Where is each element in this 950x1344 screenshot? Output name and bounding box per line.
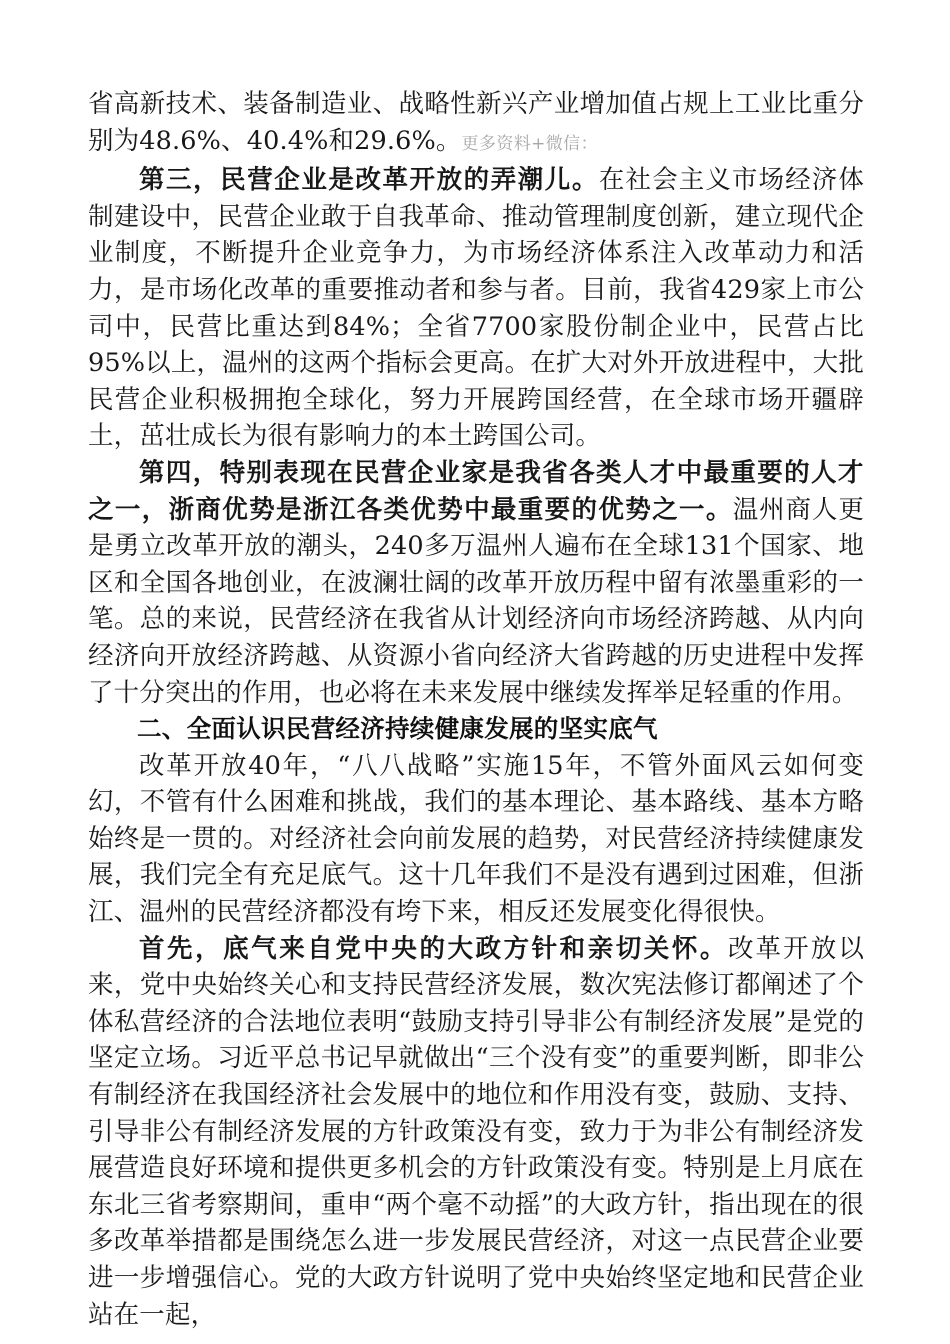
- paragraph-statistics: [88, 86, 864, 162]
- paragraph-first-confidence: [88, 931, 864, 1334]
- section-heading-two: 二、全面认识民营经济持续健康发展的坚实底气: [137, 714, 658, 744]
- paragraph-point-four-body: 温州商人更是勇立改革开放的潮头，240多万温州人遍布在全球131个国家、地区和全国各地创业，在波澜壮阔的改革开放历程中留有浓墨重彩的一笔。总的来说，民营经济在我省从计划经济向市场经济跨越、从内向经济向开放经济跨越、从资源小省向经济大省跨越的历史进程中发挥了十分突出的作用，也必将在未来发展中继续发挥举足轻重的作用。: [88, 494, 864, 708]
- inline-watermark-note: 更多资料+微信：: [461, 133, 598, 154]
- paragraph-reform-forty-years: 改革开放40年，“八八战略”实施15年，不管外面风云如何变幻，不管有什么困难和挑战，我们的基本理论、基本路线、基本方略始终是一贯的。对经济社会向前发展的趋势，对民营经济持续健康发展，我们完全有充足底气。这十几年我们不是没有遇到过困难，但浙江、温州的民营经济都没有垮下来，相反还发展变化得很快。: [88, 750, 864, 928]
- paragraph-point-four-lead: 第四，特别表现在民营企业家是我省各类人才中最重要的人才之一，浙商优势是浙江各类优势中最重要的优势之一。: [88, 457, 864, 525]
- paragraph-point-three-body: 在社会主义市场经济体制建设中，民营企业敢于自我革命、推动管理制度创新，建立现代企业制度，不断提升企业竞争力，为市场经济体系注入改革动力和活力，是市场化改革的重要推动者和参与者。目前，我省429家上市公司中，民营比重达到84%；全省7700家股份制企业中，民营占比95%以上，温州的这两个指标会更高。在扩大对外开放进程中，大批民营企业积极拥抱全球化，努力开展跨国经营，在全球市场开疆辟土，茁壮成长为很有影响力的本土跨国公司。: [88, 165, 864, 452]
- page-text-body: [88, 86, 864, 1333]
- paragraph-first-confidence-lead: 首先，底气来自党中央的大政方针和亲切关怀。: [139, 933, 728, 964]
- paragraph-statistics-text: 省高新技术、装备制造业、战略性新兴产业增加值占规上工业比重分别为48.6%、40.4%和29.6%。: [88, 89, 864, 156]
- paragraph-first-confidence-body: 改革开放以来，党中央始终关心和支持民营经济发展，数次宪法修订都阐述了个体私营经济的合法地位表明“鼓励支持引导非公有制经济发展”是党的坚定立场。习近平总书记早就做出“三个没有变”的重要判断，即非公有制经济在我国经济社会发展中的地位和作用没有变，鼓励、支持、引导非公有制经济发展的方针政策没有变，致力于为非公有制经济发展营造良好环境和提供更多机会的方针政策没有变。特别是上月底在东北三省考察期间，重申“两个毫不动摇”的大政方针，指出现在的很多改革举措都是围绕怎么进一步发展民营经济，对这一点民营企业要进一步增强信心。党的大政方针说明了党中央始终坚定地和民营企业站在一起，: [88, 933, 864, 1330]
- paragraph-point-three-lead: 第三，民营企业是改革开放的弄潮儿。: [139, 165, 599, 196]
- paragraph-point-three: [88, 162, 864, 455]
- paragraph-point-four: [88, 455, 864, 711]
